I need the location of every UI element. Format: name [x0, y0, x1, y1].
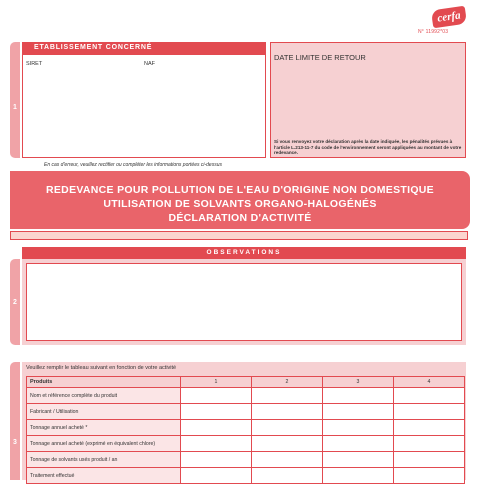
table-cell[interactable]	[323, 436, 394, 452]
row-label: Tonnage de solvants usés produit / an	[27, 452, 181, 468]
table-cell[interactable]	[323, 468, 394, 484]
section-3-number: 3	[13, 439, 17, 446]
table-cell[interactable]	[252, 436, 323, 452]
siret-label: SIRET	[26, 61, 43, 67]
table-row	[27, 388, 465, 404]
table-cell[interactable]	[394, 388, 465, 404]
table-header-row	[27, 377, 465, 388]
column-header: 3	[323, 377, 394, 388]
table-cell[interactable]	[394, 468, 465, 484]
table-cell[interactable]	[323, 404, 394, 420]
table-cell[interactable]	[394, 404, 465, 420]
title-line-1: REDEVANCE POUR POLLUTION DE L'EAU D'ORIGINE NON DOMESTIQUE	[46, 184, 434, 196]
table-cell[interactable]	[181, 452, 252, 468]
table-cell[interactable]	[181, 388, 252, 404]
section-1-tab	[10, 42, 20, 158]
column-header: 4	[394, 377, 465, 388]
title-line-3: DÉCLARATION D'ACTIVITÉ	[168, 212, 312, 224]
table-cell[interactable]	[181, 420, 252, 436]
column-header: Produits	[27, 377, 181, 388]
observations-header: OBSERVATIONS	[22, 247, 466, 259]
form-number: N° 11992*03	[418, 29, 449, 35]
return-date-note: Si vous renvoyez votre déclaration après la date indiquée, les pénalités prévues à l'article L.213-11-7 du code de l'environnement seront appliquées au montant de votre redevance.	[274, 139, 462, 156]
row-label: Nom et référence complète du produit	[27, 388, 181, 404]
observations-input[interactable]	[26, 263, 462, 341]
table-cell[interactable]	[252, 388, 323, 404]
table-cell[interactable]	[181, 404, 252, 420]
products-table	[26, 376, 465, 484]
cerfa-logo: cerfa	[431, 6, 467, 29]
column-header: 1	[181, 377, 252, 388]
table-row	[27, 468, 465, 484]
table-row	[27, 404, 465, 420]
row-label: Traitement effectué	[27, 468, 181, 484]
table-cell[interactable]	[181, 436, 252, 452]
table-cell[interactable]	[252, 420, 323, 436]
table-row	[27, 420, 465, 436]
row-label: Tonnage annuel acheté *	[27, 420, 181, 436]
section-1-number: 1	[13, 104, 17, 111]
error-note: En cas d'erreur, veuillez rectifier ou compléter les informations portées ci-dessus	[44, 162, 222, 168]
table-row	[27, 436, 465, 452]
section-2-number: 2	[13, 299, 17, 306]
column-header: 2	[252, 377, 323, 388]
title-line-2: UTILISATION DE SOLVANTS ORGANO-HALOGÉNÉS	[103, 198, 377, 210]
table-row	[27, 452, 465, 468]
section-2-tab	[10, 259, 20, 345]
table-cell[interactable]	[394, 420, 465, 436]
table-cell[interactable]	[323, 420, 394, 436]
table-cell[interactable]	[252, 452, 323, 468]
table-cell[interactable]	[323, 388, 394, 404]
table-cell[interactable]	[181, 468, 252, 484]
row-label: Tonnage annuel acheté (exprimé en équivalent chlore)	[27, 436, 181, 452]
naf-label: NAF	[144, 61, 155, 67]
section-1-header: ETABLISSEMENT CONCERNÉ	[22, 42, 266, 54]
return-date-title: DATE LIMITE DE RETOUR	[274, 53, 366, 62]
separator-strip	[10, 231, 468, 240]
establishment-box[interactable]	[22, 54, 266, 158]
table-cell[interactable]	[252, 468, 323, 484]
table-cell[interactable]	[323, 452, 394, 468]
section-3-tab	[10, 362, 20, 480]
section-3-instruction: Veuillez remplir le tableau suivant en fonction de votre activité	[26, 365, 177, 371]
table-cell[interactable]	[394, 436, 465, 452]
table-cell[interactable]	[394, 452, 465, 468]
table-cell[interactable]	[252, 404, 323, 420]
row-label: Fabricant / Utilisation	[27, 404, 181, 420]
